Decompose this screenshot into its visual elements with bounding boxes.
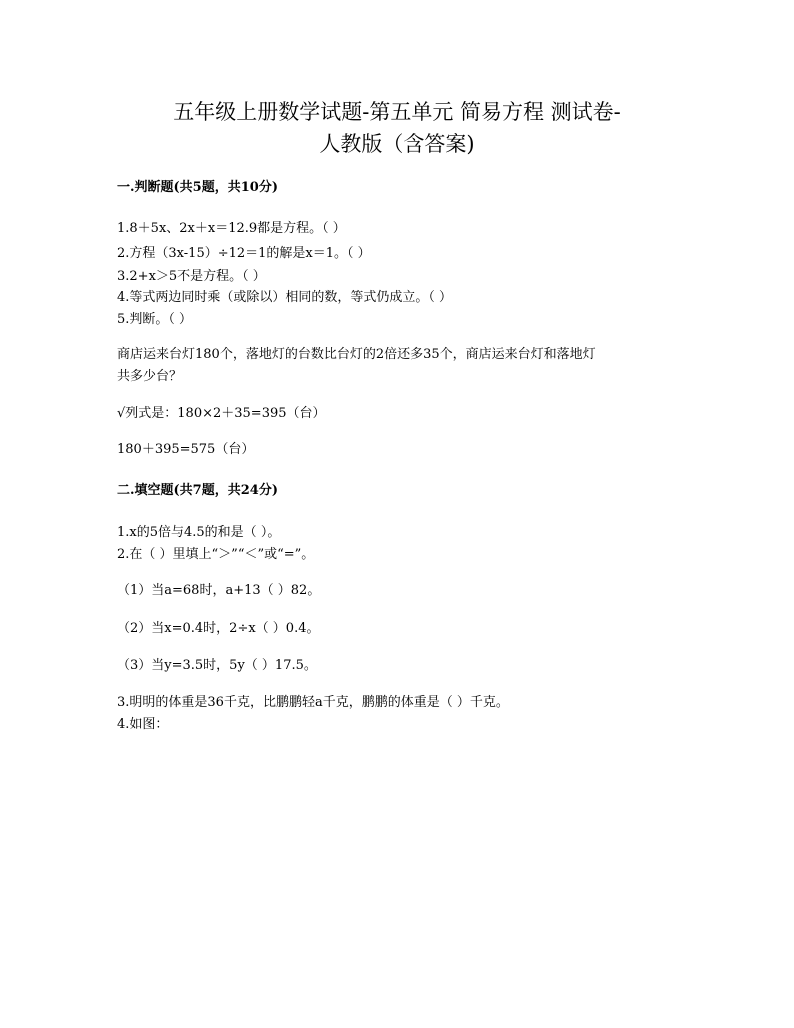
fill-item-1: 1.x的5倍与4.5的和是（ ）。 bbox=[117, 525, 281, 540]
judge-item-1: 1.8＋5x、2x＋x＝12.9都是方程。（ ） bbox=[117, 221, 346, 236]
judge-item-5: 5.判断。（ ） bbox=[117, 312, 193, 327]
document-title-line-1: 五年级上册数学试题-第五单元 简易方程 测试卷- bbox=[173, 100, 621, 124]
fill-item-2: 2.在（ ）里填上“＞”“＜”或“=”。 bbox=[117, 547, 315, 562]
word-problem-line-1: 商店运来台灯180个，落地灯的台数比台灯的2倍还多35个，商店运来台灯和落地灯 bbox=[117, 347, 596, 362]
fill-item-3: 3.明明的体重是36千克，比鹏鹏轻a千克，鹏鹏的体重是（ ）千克。 bbox=[117, 695, 509, 710]
section-1-heading: 一.判断题(共5题，共10分) bbox=[117, 180, 278, 195]
section-2-heading: 二.填空题(共7题，共24分) bbox=[117, 483, 278, 498]
fill-item-4: 4.如图： bbox=[117, 717, 169, 732]
judge-item-4: 4.等式两边同时乘（或除以）相同的数，等式仍成立。（ ） bbox=[117, 290, 453, 305]
judge-item-2: 2.方程（3x-15）÷12＝1的解是x＝1。（ ） bbox=[117, 246, 371, 261]
document-title-line-2: 人教版（含答案) bbox=[319, 132, 475, 156]
word-problem-answer-2: 180＋395=575（台） bbox=[117, 442, 255, 457]
fill-item-2-sub-2: （2）当x=0.4时，2÷x（ ）0.4。 bbox=[117, 621, 320, 636]
word-problem-line-2: 共多少台？ bbox=[117, 369, 183, 384]
judge-item-3: 3.2+x＞5不是方程。（ ） bbox=[117, 269, 266, 284]
fill-item-2-sub-1: （1）当a=68时，a+13（ ）82。 bbox=[117, 583, 321, 598]
word-problem-answer-1: √列式是：180×2＋35=395（台） bbox=[117, 406, 326, 421]
fill-item-2-sub-3: （3）当y=3.5时，5y（ ）17.5。 bbox=[117, 658, 317, 673]
